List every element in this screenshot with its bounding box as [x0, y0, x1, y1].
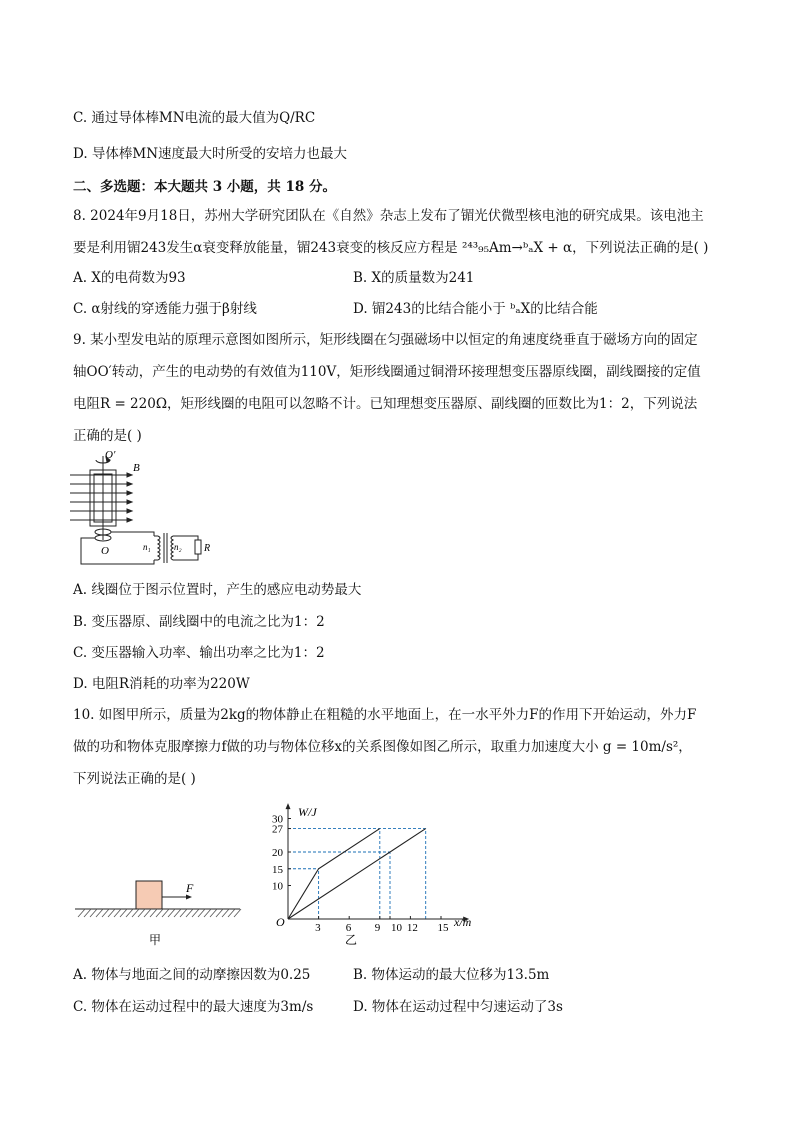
- ground-hatch: [126, 909, 133, 917]
- x-tick-label: 15: [437, 922, 449, 934]
- q10-option-d: D. 物体在运动过程中匀速运动了3s: [353, 999, 563, 1015]
- series-line-force-work: [288, 829, 380, 919]
- x-tick-label: 9: [374, 922, 381, 934]
- force-label: F: [186, 881, 194, 895]
- series-line-friction-work: [288, 829, 426, 919]
- label-o-prime: O′: [105, 449, 116, 461]
- q9-stem-line2: 轴OO′转动，产生的电动势的有效值为110V，矩形线圈通过铜滑环接理想变压器原线圈，副线圈接的定值: [73, 364, 701, 380]
- ground-hatch: [210, 909, 217, 917]
- generator-figure: [66, 448, 216, 570]
- ground-hatch: [132, 909, 139, 917]
- q9-stem-line1: 9. 某小型发电站的原理示意图如图所示，矩形线圈在匀强磁场中以恒定的角速度绕垂直于磁场方向的固定: [73, 332, 698, 348]
- q8-option-a: A. X的电荷数为93: [73, 270, 186, 286]
- figure-jia-caption: 甲: [149, 933, 162, 947]
- q8-option-d: D. 镅243的比结合能小于 ᵇₐX的比结合能: [353, 301, 598, 317]
- x-tick-label: 6: [345, 922, 352, 934]
- ground-hatch: [192, 909, 199, 917]
- q10-stem-line2: 做的功和物体克服摩擦力f做的功与物体位移x的关系图像如图乙所示，取重力加速度大小 g = 10m/s²，: [73, 739, 692, 755]
- q9-option-d: D. 电阻R消耗的功率为220W: [73, 676, 250, 692]
- ground-hatch: [102, 909, 109, 917]
- section-header: 二、多选题：本大题共 3 小题，共 18 分。: [73, 179, 336, 195]
- ground-hatch: [156, 909, 163, 917]
- figure-yi-caption: 乙: [345, 933, 358, 947]
- label-n2: n₂: [174, 542, 182, 552]
- ground-hatch: [78, 909, 85, 917]
- ground-hatch: [180, 909, 187, 917]
- ground-hatch: [228, 909, 235, 917]
- q10-option-c: C. 物体在运动过程中的最大速度为3m/s: [73, 999, 314, 1015]
- x-tick-label: 12: [406, 922, 418, 934]
- y-tick-label: 15: [272, 863, 283, 876]
- q8-option-b: B. X的质量数为241: [353, 270, 475, 286]
- x-axis-label: x/m: [454, 915, 472, 929]
- block-figure: [70, 870, 250, 950]
- ground-hatch: [162, 909, 169, 917]
- ground-hatch: [186, 909, 193, 917]
- q10-option-b: B. 物体运动的最大位移为13.5m: [353, 967, 550, 983]
- y-tick-label: 10: [272, 880, 283, 893]
- ground-hatch: [222, 909, 229, 917]
- ground-hatch: [84, 909, 91, 917]
- ground-hatch: [168, 909, 175, 917]
- q9-option-c: C. 变压器输入功率、输出功率之比为1：2: [73, 645, 325, 661]
- ground-hatch: [216, 909, 223, 917]
- ground-hatch: [234, 909, 241, 917]
- label-b: B: [133, 462, 140, 474]
- ground-hatch: [114, 909, 121, 917]
- y-axis-label: W/J: [298, 805, 317, 819]
- ground-hatch: [96, 909, 103, 917]
- y-tick-label: 27: [272, 823, 283, 836]
- work-displacement-chart: [266, 802, 486, 952]
- q10-stem-line3: 下列说法正确的是( ): [73, 771, 196, 787]
- x-tick-label: 3: [315, 922, 321, 934]
- label-n1: n₁: [143, 542, 151, 552]
- y-tick-label: 30: [272, 813, 283, 826]
- ground-hatch: [174, 909, 181, 917]
- q7-option-c: C. 通过导体棒MN电流的最大值为Q/RC: [73, 110, 316, 126]
- label-r: R: [204, 543, 211, 554]
- ground-hatch: [108, 909, 115, 917]
- q9-stem-line3: 电阻R = 220Ω，矩形线圈的电阻可以忽略不计。已知理想变压器原、副线圈的匝数比为1：2，下列说法: [73, 396, 698, 412]
- q8-stem-line1: 8. 2024年9月18日，苏州大学研究团队在《自然》杂志上发布了镅光伏微型核电池的研究成果。该电池主: [73, 208, 704, 224]
- x-tick-label: 10: [391, 922, 402, 934]
- origin-label: O: [276, 915, 285, 929]
- ground-hatch: [120, 909, 127, 917]
- q9-stem-line4: 正确的是( ): [73, 428, 142, 444]
- q9-option-b: B. 变压器原、副线圈中的电流之比为1：2: [73, 614, 325, 630]
- q10-stem-line1: 10. 如图甲所示，质量为2kg的物体静止在粗糙的水平地面上，在一水平外力F的作用下开始运动，外力F: [73, 707, 697, 723]
- y-tick-label: 20: [272, 847, 283, 859]
- ground-hatch: [144, 909, 151, 917]
- ground-hatch: [198, 909, 205, 917]
- label-o: O: [101, 545, 109, 557]
- ground-hatch: [90, 909, 97, 917]
- ground-hatch: [150, 909, 157, 917]
- q7-option-d: D. 导体棒MN速度最大时所受的安培力也最大: [73, 146, 348, 162]
- q8-option-c: C. α射线的穿透能力强于β射线: [73, 301, 257, 317]
- q10-option-a: A. 物体与地面之间的动摩擦因数为0.25: [73, 967, 311, 983]
- q8-stem-line2: 要是利用镅243发生α衰变释放能量，镅243衰变的核反应方程是 ²⁴³₉₅Am→ᵇₐX + α，下列说法正确的是( ): [73, 240, 709, 256]
- y-axis-arrow: [286, 803, 291, 809]
- ground-hatch: [138, 909, 145, 917]
- block: [136, 881, 162, 909]
- q9-option-a: A. 线圈位于图示位置时，产生的感应电动势最大: [73, 582, 362, 598]
- ground-hatch: [204, 909, 211, 917]
